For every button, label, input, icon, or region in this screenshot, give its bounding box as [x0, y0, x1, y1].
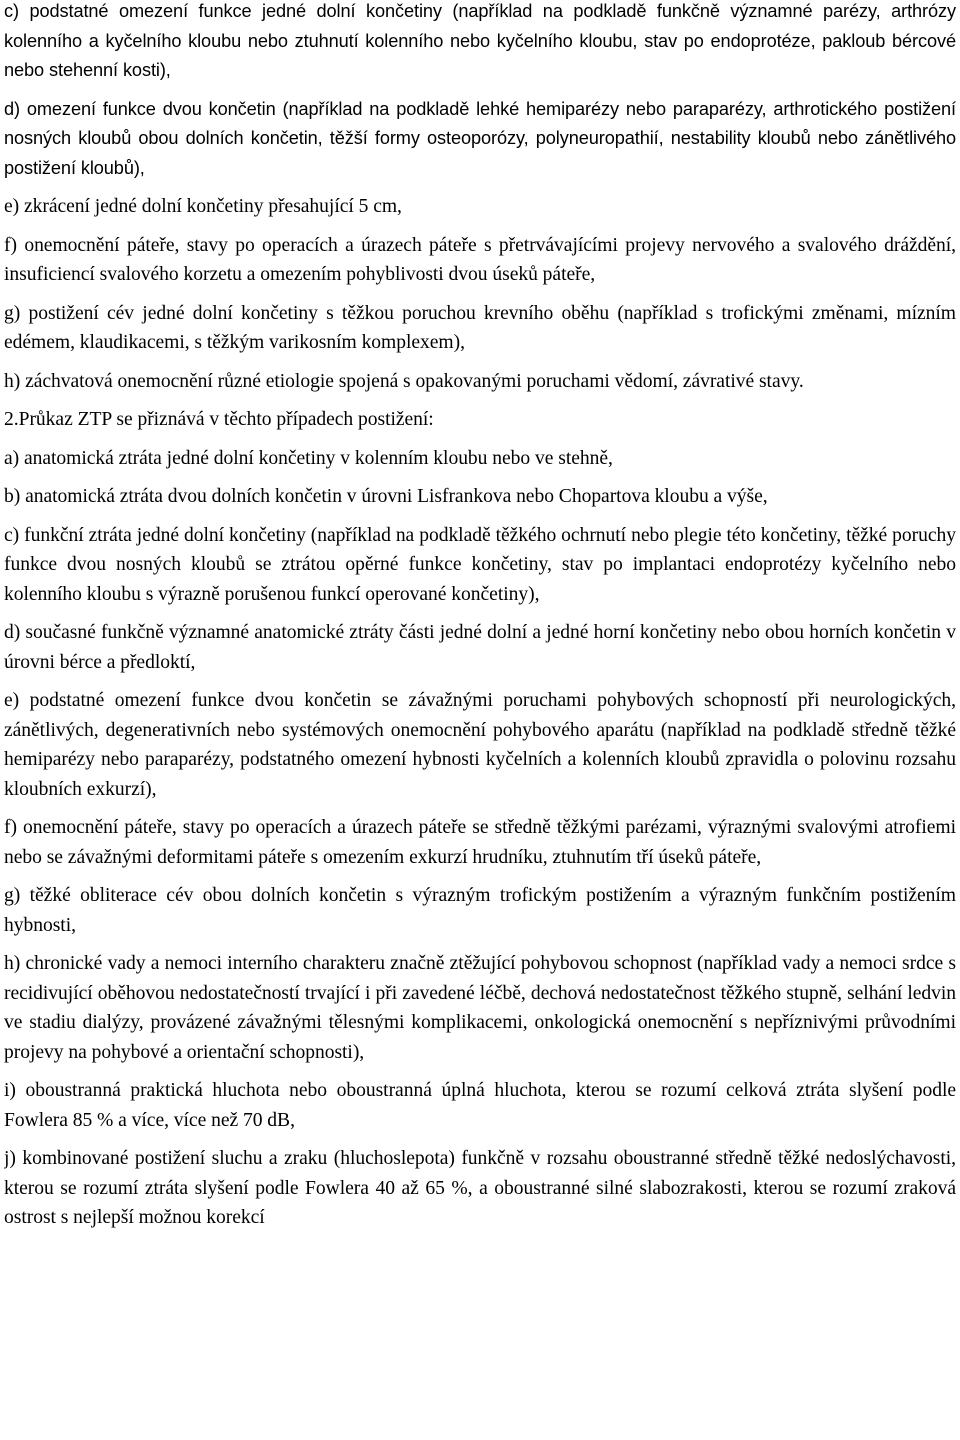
paragraph-2d: d) současné funkčně významné anatomické ztráty části jedné dolní a jedné horní končetiny nebo obou horních končetin v úrovni bérce a předloktí,	[4, 622, 956, 673]
paragraph-1d: d) omezení funkce dvou končetin (například na podkladě lehké hemiparézy nebo paraparézy, arthrotického postižení nosných kloubů obou dolních končetin, těžší formy osteoporózy, polyneuropathií, nestability kloubů nebo zánětlivého postižení kloubů),	[4, 98, 956, 178]
paragraph-1g: g) postižení cév jedné dolní končetiny s těžkou poruchou krevního oběhu (například s trofickými změnami, mízním edémem, klaudikacemi, s těžkým varikosním komplexem),	[4, 302, 956, 353]
paragraph-2i: i) oboustranná praktická hluchota nebo oboustranná úplná hluchota, kterou se rozumí celková ztráta slyšení podle Fowlera 85 % a více, více než 70 dB,	[4, 1080, 956, 1131]
section-2-number: 2.	[4, 409, 19, 430]
section-2-heading	[4, 405, 956, 435]
paragraph-2h: h) chronické vady a nemoci interního charakteru značně ztěžující pohybovou schopnost (například vady a nemoci srdce s recidivující oběhovou nedostatečností trvající i při zavedené léčbě, dechová nedostatečnost těžkého stupně, selhání ledvin ve stadiu dialýzy, provázené závažnými tělesnými komplikacemi, onkologická onemocnění s nepříznivými průvodními projevy na pohybové a orientační schopnosti),	[4, 953, 956, 1063]
paragraph-1f: f) onemocnění páteře, stavy po operacích a úrazech páteře s přetrvávajícími projevy nervového a svalového dráždění, insuficiencí svalového korzetu a omezením pohyblivosti dvou úseků páteře,	[4, 234, 956, 285]
paragraph-1e: e) zkrácení jedné dolní končetiny přesahující 5 cm,	[4, 196, 402, 217]
paragraph-2a: a) anatomická ztráta jedné dolní končetiny v kolenním kloubu nebo ve stehně,	[4, 447, 613, 469]
paragraph-1c: c) podstatné omezení funkce jedné dolní končetiny (například na podkladě funkčně významné parézy, arthrózy kolenního a kyčelního kloubu nebo ztuhnutí kolenního nebo kyčelního kloubu, stav po endoprotéze, pakloub bércové nebo stehenní kosti),	[4, 1, 956, 80]
paragraph-2c: c) funkční ztráta jedné dolní končetiny (například na podkladě těžkého ochrnutí nebo plegie této končetiny, těžké poruchy funkce dvou nosných kloubů se ztrátou opěrné funkce končetiny, stav po implantaci endoprotézy kyčelního nebo kolenního kloubu s výrazně porušenou funkcí operované končetiny),	[4, 524, 956, 605]
section-2-items	[4, 444, 956, 1233]
paragraph-2g: g) těžké obliterace cév obou dolních končetin s výrazným trofickým postižením a výrazným funkčním postižením hybnosti,	[4, 885, 956, 936]
paragraph-2b: b) anatomická ztráta dvou dolních končetin v úrovni Lisfrankova nebo Chopartova kloubu a výše,	[4, 486, 768, 507]
document-page	[4, 0, 956, 1440]
paragraph-1h: h) záchvatová onemocnění různé etiologie spojená s opakovanými poruchami vědomí, závrativé stavy.	[4, 370, 804, 392]
paragraph-2e: e) podstatné omezení funkce dvou končetin se závažnými poruchami pohybových schopností při neurologických, zánětlivých, degenerativních nebo systémových onemocnění pohybového aparátu (například na podkladě středně těžké hemiparézy nebo paraparézy, podstatného omezení hybnosti kyčelních a kolenních kloubů zpravidla o polovinu rozsahu kloubních exkurzí),	[4, 690, 956, 800]
section-2-heading-text: Průkaz ZTP se přiznává v těchto případech postižení:	[18, 409, 434, 430]
paragraph-2j: j) kombinované postižení sluchu a zraku (hluchoslepota) funkčně v rozsahu oboustranné středně těžké nedoslýchavosti, kterou se rozumí ztráta slyšení podle Fowlera 40 až 65 %, a oboustranné silné slabozrakosti, kterou se rozumí zraková ostrost s nejlepší možnou korekcí	[4, 1148, 956, 1228]
paragraph-2f: f) onemocnění páteře, stavy po operacích a úrazech páteře se středně těžkými parézami, výraznými svalovými atrofiemi nebo se závažnými deformitami páteře s omezením exkurzí hrudníku, ztuhnutím tří úseků páteře,	[4, 817, 956, 868]
section-1-continuation	[4, 0, 956, 396]
